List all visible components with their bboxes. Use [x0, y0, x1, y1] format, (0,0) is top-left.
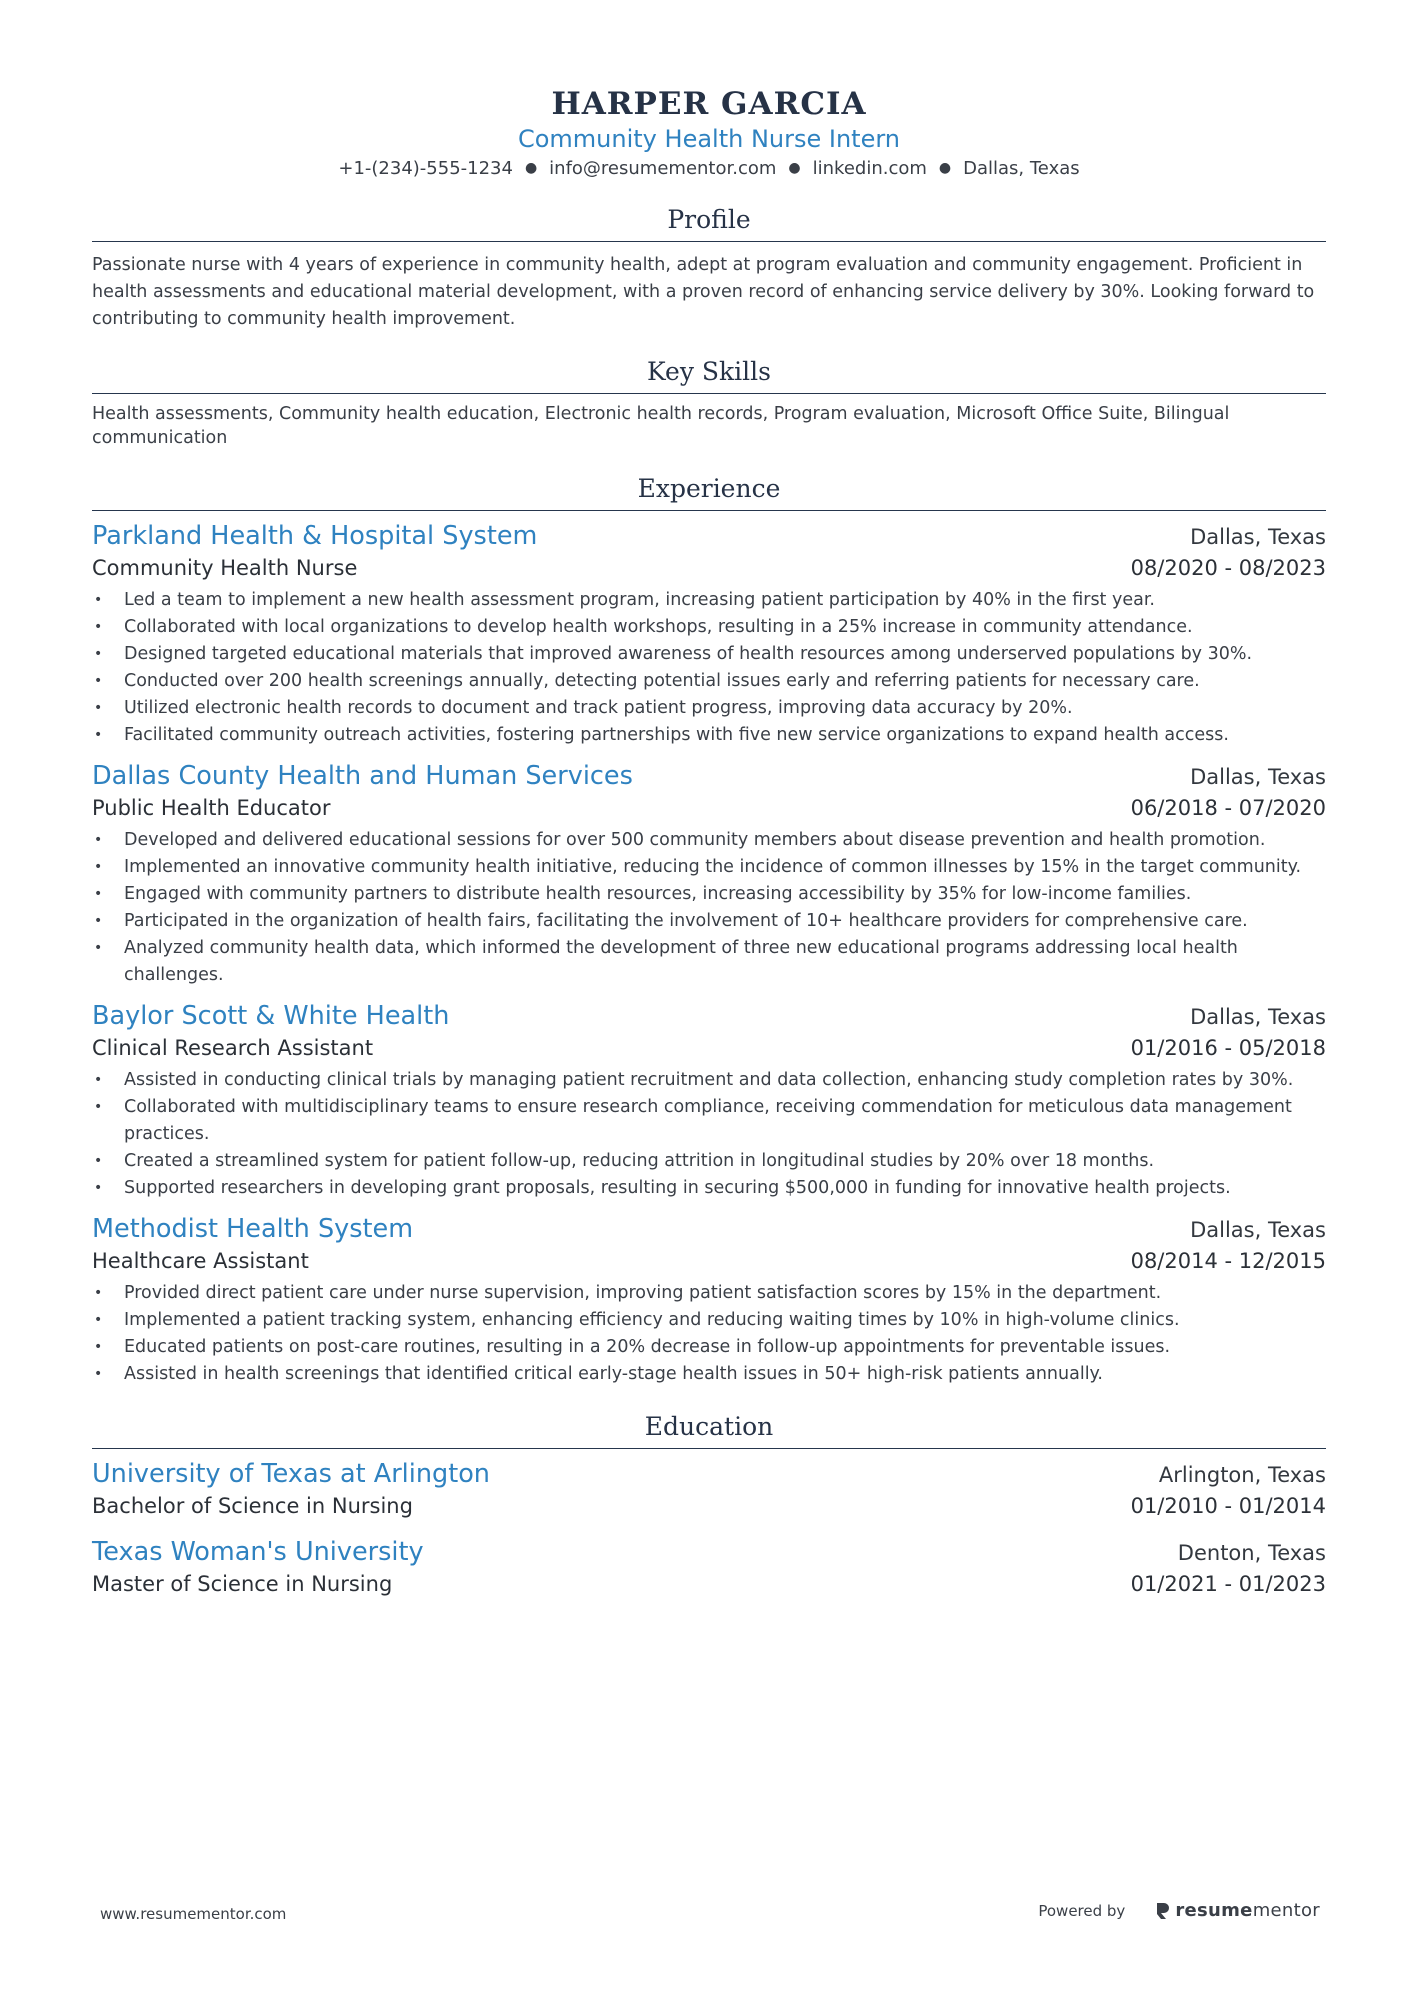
- brand-light: mentor: [1252, 1900, 1320, 1921]
- school-location: Denton, Texas: [1177, 1541, 1326, 1565]
- separator-dot-icon: ●: [788, 160, 801, 176]
- skills-section: [92, 355, 1326, 450]
- list-item: • Implemented a patient tracking system, enhancing efficiency and reducing waiting times by 10% in high-volume clinics.: [92, 1307, 1326, 1334]
- separator-dot-icon: ●: [938, 160, 952, 176]
- degree-name: Master of Science in Nursing: [92, 1572, 393, 1596]
- job-location: Dallas, Texas: [1190, 525, 1326, 549]
- list-item: • Participated in the organization of health fairs, facilitating the involvement of 10+ healthcare providers for comprehensive care.: [92, 908, 1326, 935]
- list-item: • Provided direct patient care under nurse supervision, improving patient satisfaction scores by 15% in the department.: [92, 1280, 1326, 1307]
- school-location: Arlington, Texas: [1158, 1463, 1326, 1487]
- contact-linkedin[interactable]: linkedin.com: [812, 158, 927, 179]
- list-item: • Utilized electronic health records to document and track patient progress, improving data accuracy by 20%.: [92, 695, 1326, 722]
- job-location: Dallas, Texas: [1190, 765, 1326, 789]
- job-bullets: [92, 827, 1326, 989]
- list-item: • Collaborated with local organizations to develop health workshops, resulting in a 25% increase in community attendance.: [92, 614, 1326, 641]
- contact-email[interactable]: info@resumementor.com: [549, 158, 777, 179]
- job-dates: 08/2020 - 08/2023: [1130, 556, 1326, 580]
- candidate-role: Community Health Nurse Intern: [517, 125, 901, 153]
- job-entry: [92, 519, 1326, 749]
- list-item: • Engaged with community partners to distribute health resources, increasing accessibility by 35% for low-income families.: [92, 881, 1326, 908]
- section-title: Profile: [667, 205, 751, 234]
- list-item: • Educated patients on post-care routines, resulting in a 20% decrease in follow-up appointments for preventable issues.: [92, 1334, 1326, 1361]
- job-location: Dallas, Texas: [1190, 1005, 1326, 1029]
- list-item: • Collaborated with multidisciplinary teams to ensure research compliance, receiving commendation for meticulous data management practices.: [92, 1094, 1326, 1148]
- job-organization: Baylor Scott & White Health: [92, 1001, 450, 1031]
- separator-dot-icon: ●: [524, 160, 538, 176]
- education-dates: 01/2021 - 01/2023: [1130, 1572, 1326, 1596]
- section-title: Education: [644, 1412, 774, 1441]
- list-item: • Supported researchers in developing grant proposals, resulting in securing $500,000 in funding for innovative health projects.: [92, 1175, 1326, 1202]
- job-role: Community Health Nurse: [92, 556, 358, 580]
- resume-page: [92, 0, 1326, 1599]
- powered-by-label: Powered by: [1038, 1901, 1126, 1920]
- section-divider: [92, 1448, 1326, 1449]
- job-role: Healthcare Assistant: [92, 1249, 309, 1273]
- job-location: Dallas, Texas: [1190, 1218, 1326, 1242]
- education-entry: [92, 1457, 1326, 1521]
- list-item: • Conducted over 200 health screenings annually, detecting potential issues early and referring patients for necessary care.: [92, 668, 1326, 695]
- job-organization: Parkland Health & Hospital System: [92, 521, 538, 551]
- job-role: Clinical Research Assistant: [92, 1036, 374, 1060]
- skills-text: Health assessments, Community health education, Electronic health records, Program evaluation, Microsoft Office Suite, Bilingual communication: [92, 404, 1230, 448]
- job-role: Public Health Educator: [92, 796, 331, 820]
- school-name: Texas Woman's University: [92, 1537, 424, 1567]
- job-bullets: [92, 1067, 1326, 1202]
- candidate-name: HARPER GARCIA: [551, 86, 867, 122]
- section-title: Experience: [637, 474, 781, 503]
- list-item: • Implemented an innovative community health initiative, reducing the incidence of common illnesses by 15% in the target community.: [92, 854, 1326, 881]
- section-divider: [92, 393, 1326, 394]
- contact-location: Dallas, Texas: [963, 158, 1080, 179]
- job-organization: Methodist Health System: [92, 1214, 414, 1244]
- job-dates: 08/2014 - 12/2015: [1130, 1249, 1326, 1273]
- resume-header: [92, 84, 1326, 183]
- resumementor-logo-icon: [1155, 1902, 1169, 1920]
- list-item: • Designed targeted educational materials that improved awareness of health resources among underserved populations by 30%.: [92, 641, 1326, 668]
- contact-phone: +1-(234)-555-1234: [338, 158, 513, 179]
- list-item: • Assisted in conducting clinical trials by managing patient recruitment and data collection, enhancing study completion rates by 30%.: [92, 1067, 1326, 1094]
- job-bullets: [92, 1280, 1326, 1388]
- footer-branding: [1038, 1900, 1320, 1921]
- job-entry: [92, 1212, 1326, 1388]
- brand-wordmark: [1175, 1900, 1320, 1921]
- job-organization: Dallas County Health and Human Services: [92, 761, 633, 791]
- education-entry: [92, 1535, 1326, 1599]
- section-divider: [92, 241, 1326, 242]
- section-title: Key Skills: [647, 357, 771, 386]
- job-bullets: [92, 587, 1326, 749]
- list-item: • Analyzed community health data, which informed the development of three new educational programs addressing local health challenges.: [92, 935, 1326, 989]
- profile-section: [92, 203, 1326, 333]
- list-item: • Facilitated community outreach activities, fostering partnerships with five new service organizations to expand health access.: [92, 722, 1326, 749]
- list-item: • Developed and delivered educational sessions for over 500 community members about disease prevention and health promotion.: [92, 827, 1326, 854]
- brand-bold: resume: [1175, 1900, 1253, 1921]
- list-item: • Led a team to implement a new health assessment program, increasing patient participation by 40% in the first year.: [92, 587, 1326, 614]
- education-section: [92, 1410, 1326, 1599]
- list-item: • Assisted in health screenings that identified critical early-stage health issues in 50+ high-risk patients annually.: [92, 1361, 1326, 1388]
- job-entry: [92, 999, 1326, 1202]
- education-dates: 01/2010 - 01/2014: [1130, 1494, 1326, 1518]
- footer-website[interactable]: www.resumementor.com: [100, 1905, 287, 1923]
- list-item: • Created a streamlined system for patient follow-up, reducing attrition in longitudinal studies by 20% over 18 months.: [92, 1148, 1326, 1175]
- section-divider: [92, 510, 1326, 511]
- degree-name: Bachelor of Science in Nursing: [92, 1494, 413, 1518]
- job-dates: 01/2016 - 05/2018: [1130, 1036, 1326, 1060]
- contact-line: [92, 156, 1326, 183]
- school-name: University of Texas at Arlington: [92, 1459, 490, 1489]
- profile-text: Passionate nurse with 4 years of experience in community health, adept at program evaluation and community engagement. Proficient in health assessments and educational material development, with a proven record of enhancing service delivery by 30%. Looking forward to contributing to community health improvement.: [92, 255, 1315, 329]
- job-entry: [92, 759, 1326, 989]
- experience-section: [92, 472, 1326, 1388]
- job-dates: 06/2018 - 07/2020: [1130, 796, 1326, 820]
